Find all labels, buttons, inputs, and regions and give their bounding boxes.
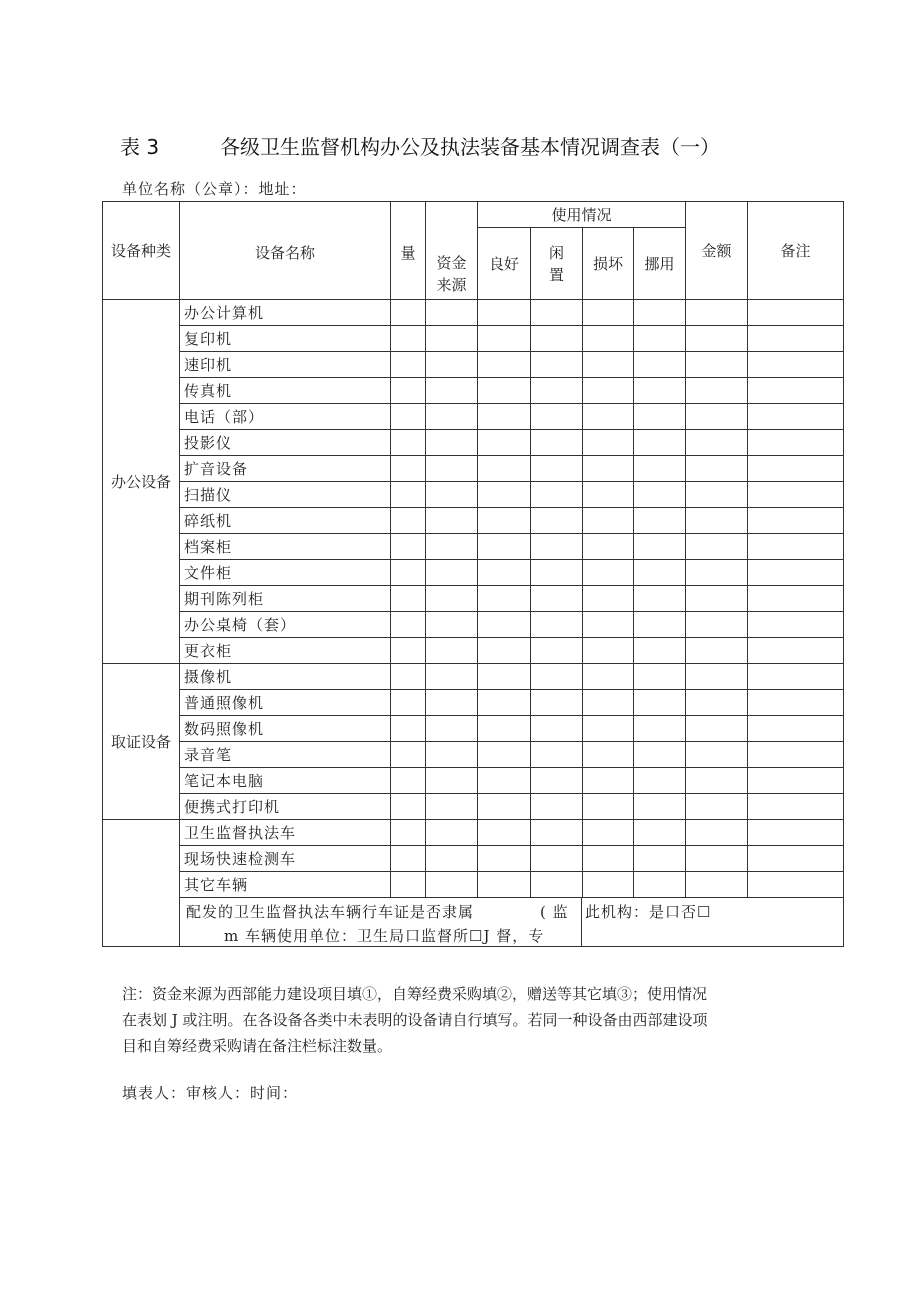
data-cell[interactable]: [391, 664, 426, 690]
data-cell[interactable]: [686, 716, 748, 742]
equipment-name-cell: 其它车辆: [180, 872, 391, 898]
data-cell[interactable]: [583, 404, 634, 430]
data-cell[interactable]: [583, 508, 634, 534]
data-cell[interactable]: [583, 586, 634, 612]
table-row: [103, 690, 844, 716]
data-cell[interactable]: [426, 638, 478, 664]
table-row: [103, 742, 844, 768]
data-cell[interactable]: [583, 560, 634, 586]
table-row: [103, 872, 844, 898]
header-category: 设备种类: [103, 202, 180, 300]
data-cell[interactable]: [531, 846, 583, 872]
vehicle-note-divider: [581, 898, 582, 946]
data-cell[interactable]: [478, 872, 531, 898]
data-cell[interactable]: [531, 586, 583, 612]
data-cell[interactable]: [634, 560, 686, 586]
data-cell[interactable]: [748, 456, 844, 482]
data-cell[interactable]: [391, 352, 426, 378]
data-cell[interactable]: [426, 534, 478, 560]
equipment-name-cell: 扫描仪: [180, 482, 391, 508]
data-cell[interactable]: [391, 430, 426, 456]
data-cell[interactable]: [686, 872, 748, 898]
equipment-name-cell: 扩音设备: [180, 456, 391, 482]
data-cell[interactable]: [748, 690, 844, 716]
data-cell[interactable]: [391, 612, 426, 638]
data-cell[interactable]: [426, 560, 478, 586]
data-cell[interactable]: [478, 326, 531, 352]
table-row: [103, 378, 844, 404]
data-cell[interactable]: [478, 794, 531, 820]
table-row: [103, 794, 844, 820]
data-cell[interactable]: [634, 508, 686, 534]
data-cell[interactable]: [391, 560, 426, 586]
data-cell[interactable]: [748, 872, 844, 898]
data-cell[interactable]: [391, 404, 426, 430]
page-title: [120, 131, 820, 163]
table-row: [103, 768, 844, 794]
data-cell[interactable]: [634, 820, 686, 846]
data-cell[interactable]: [634, 586, 686, 612]
data-cell[interactable]: [391, 326, 426, 352]
data-cell[interactable]: [531, 612, 583, 638]
data-cell[interactable]: [583, 638, 634, 664]
table-row: [103, 586, 844, 612]
equipment-name-cell: 普通照像机: [180, 690, 391, 716]
data-cell[interactable]: [426, 482, 478, 508]
data-cell[interactable]: [583, 482, 634, 508]
header-idle-line1: 闲: [548, 243, 564, 262]
data-cell[interactable]: [748, 326, 844, 352]
data-cell[interactable]: [686, 430, 748, 456]
data-cell[interactable]: [391, 846, 426, 872]
data-cell[interactable]: [686, 794, 748, 820]
data-cell[interactable]: [583, 794, 634, 820]
header-usage: 使用情况: [478, 202, 686, 228]
header-funding: [426, 202, 478, 300]
data-cell[interactable]: [426, 872, 478, 898]
data-cell[interactable]: [478, 638, 531, 664]
data-cell[interactable]: [634, 456, 686, 482]
data-cell[interactable]: [531, 794, 583, 820]
data-cell[interactable]: [634, 742, 686, 768]
data-cell[interactable]: [748, 352, 844, 378]
data-cell[interactable]: [748, 664, 844, 690]
data-cell[interactable]: [583, 690, 634, 716]
header-good: 良好: [478, 228, 531, 300]
data-cell[interactable]: [391, 820, 426, 846]
table-row: [103, 482, 844, 508]
table-row: [103, 846, 844, 872]
table-row: [103, 716, 844, 742]
table-row: [103, 326, 844, 352]
data-cell[interactable]: [478, 430, 531, 456]
data-cell[interactable]: [391, 300, 426, 326]
data-cell[interactable]: [478, 768, 531, 794]
footer-note-line: 注：资金来源为西部能力建设项目填①，自筹经费采购填②，赠送等其它填③；使用情况: [122, 985, 708, 1003]
data-cell[interactable]: [748, 508, 844, 534]
data-cell[interactable]: [583, 716, 634, 742]
data-cell[interactable]: [531, 404, 583, 430]
data-cell[interactable]: [686, 404, 748, 430]
equipment-name-cell: 便携式打印机: [180, 794, 391, 820]
data-cell[interactable]: [531, 690, 583, 716]
equipment-name-cell: 办公计算机: [180, 300, 391, 326]
table-number: 表 3: [120, 135, 160, 159]
data-cell[interactable]: [583, 456, 634, 482]
data-cell[interactable]: [686, 378, 748, 404]
data-cell[interactable]: [748, 638, 844, 664]
data-cell[interactable]: [426, 352, 478, 378]
data-cell[interactable]: [748, 300, 844, 326]
header-remark: 备注: [748, 202, 844, 300]
data-cell[interactable]: [583, 352, 634, 378]
data-cell[interactable]: [686, 846, 748, 872]
data-cell[interactable]: [583, 820, 634, 846]
category-cell: 取证设备: [103, 664, 180, 820]
table-row: [103, 352, 844, 378]
data-cell[interactable]: [478, 716, 531, 742]
data-cell[interactable]: [748, 820, 844, 846]
data-cell[interactable]: [531, 378, 583, 404]
header-diverted: 挪用: [634, 228, 686, 300]
equipment-name-cell: 办公桌椅（套）: [180, 612, 391, 638]
data-cell[interactable]: [426, 690, 478, 716]
data-cell[interactable]: [426, 378, 478, 404]
data-cell[interactable]: [478, 378, 531, 404]
data-cell[interactable]: [391, 638, 426, 664]
data-cell[interactable]: [478, 352, 531, 378]
data-cell[interactable]: [686, 820, 748, 846]
data-cell[interactable]: [391, 768, 426, 794]
data-cell[interactable]: [426, 430, 478, 456]
data-cell[interactable]: [583, 768, 634, 794]
data-cell[interactable]: [531, 664, 583, 690]
data-cell[interactable]: [748, 768, 844, 794]
table-row: [103, 820, 844, 846]
data-cell[interactable]: [478, 404, 531, 430]
data-cell[interactable]: [426, 300, 478, 326]
data-cell[interactable]: [583, 872, 634, 898]
data-cell[interactable]: [531, 560, 583, 586]
equipment-name-cell: 传真机: [180, 378, 391, 404]
header-name: 设备名称: [180, 202, 391, 300]
data-cell[interactable]: [748, 742, 844, 768]
equipment-name-cell: 投影仪: [180, 430, 391, 456]
data-cell[interactable]: [391, 586, 426, 612]
header-quantity: 量: [391, 202, 426, 300]
data-cell[interactable]: [478, 300, 531, 326]
data-cell[interactable]: [583, 846, 634, 872]
data-cell[interactable]: [748, 378, 844, 404]
data-cell[interactable]: [391, 690, 426, 716]
data-cell[interactable]: [426, 716, 478, 742]
data-cell[interactable]: [748, 612, 844, 638]
equipment-name-cell: 碎纸机: [180, 508, 391, 534]
table-row: [103, 560, 844, 586]
table-row: [103, 508, 844, 534]
table-row: [103, 404, 844, 430]
header-amount: 金额: [686, 202, 748, 300]
category-cell: 办公设备: [103, 300, 180, 664]
data-cell[interactable]: [634, 872, 686, 898]
data-cell[interactable]: [634, 846, 686, 872]
table-row: [103, 664, 844, 690]
data-cell[interactable]: [634, 482, 686, 508]
data-cell[interactable]: [748, 716, 844, 742]
equipment-name-cell: 文件柜: [180, 560, 391, 586]
data-cell[interactable]: [686, 534, 748, 560]
equipment-name-cell: 电话（部）: [180, 404, 391, 430]
data-cell[interactable]: [686, 638, 748, 664]
data-cell[interactable]: [478, 534, 531, 560]
data-cell[interactable]: [748, 586, 844, 612]
data-cell[interactable]: [426, 404, 478, 430]
equipment-name-cell: 录音笔: [180, 742, 391, 768]
data-cell[interactable]: [583, 534, 634, 560]
equipment-name-cell: 档案柜: [180, 534, 391, 560]
data-cell[interactable]: [478, 846, 531, 872]
equipment-name-cell: 数码照像机: [180, 716, 391, 742]
table-row: [103, 612, 844, 638]
data-cell[interactable]: [391, 378, 426, 404]
data-cell[interactable]: [391, 794, 426, 820]
unit-info-line: 单位名称（公章）：地址：: [122, 180, 307, 198]
data-cell[interactable]: [391, 534, 426, 560]
data-cell[interactable]: [686, 690, 748, 716]
data-cell[interactable]: [583, 742, 634, 768]
vehicle-note-row: [103, 898, 844, 947]
data-cell[interactable]: [531, 508, 583, 534]
data-cell[interactable]: [531, 352, 583, 378]
table-row: [103, 300, 844, 326]
data-cell[interactable]: [531, 872, 583, 898]
data-cell[interactable]: [634, 716, 686, 742]
data-cell[interactable]: [478, 612, 531, 638]
data-cell[interactable]: [426, 768, 478, 794]
data-cell[interactable]: [426, 742, 478, 768]
data-cell[interactable]: [478, 560, 531, 586]
data-cell[interactable]: [748, 404, 844, 430]
data-cell[interactable]: [686, 768, 748, 794]
data-cell[interactable]: [634, 638, 686, 664]
data-cell[interactable]: [391, 872, 426, 898]
data-cell[interactable]: [531, 534, 583, 560]
data-cell[interactable]: [686, 352, 748, 378]
data-cell[interactable]: [634, 300, 686, 326]
equipment-name-cell: 现场快速检测车: [180, 846, 391, 872]
data-cell[interactable]: [686, 586, 748, 612]
data-cell[interactable]: [748, 430, 844, 456]
header-idle: [531, 228, 583, 300]
equipment-name-cell: 速印机: [180, 352, 391, 378]
data-cell[interactable]: [634, 430, 686, 456]
signature-line: 填表人：审核人：时间：: [122, 1084, 299, 1102]
data-cell[interactable]: [478, 456, 531, 482]
data-cell[interactable]: [531, 300, 583, 326]
data-cell[interactable]: [391, 742, 426, 768]
data-cell[interactable]: [634, 794, 686, 820]
data-cell[interactable]: [634, 612, 686, 638]
data-cell[interactable]: [531, 326, 583, 352]
data-cell[interactable]: [531, 768, 583, 794]
data-cell[interactable]: [748, 482, 844, 508]
data-cell[interactable]: [634, 534, 686, 560]
data-cell[interactable]: [634, 352, 686, 378]
data-cell[interactable]: [426, 508, 478, 534]
equipment-name-cell: 期刊陈列柜: [180, 586, 391, 612]
table-title: 各级卫生监督机构办公及执法装备基本情况调查表（一）: [220, 135, 720, 159]
data-cell[interactable]: [583, 378, 634, 404]
data-cell[interactable]: [531, 820, 583, 846]
data-cell[interactable]: [478, 482, 531, 508]
vehicle-note-text: m 车辆使用单位：卫生局口监督所☐J 督，专: [224, 927, 545, 945]
data-cell[interactable]: [748, 794, 844, 820]
data-cell[interactable]: [686, 300, 748, 326]
footer-note: [122, 981, 844, 1059]
vehicle-note-text: 此机构：是口否☐: [585, 903, 712, 921]
equipment-name-cell: 更衣柜: [180, 638, 391, 664]
data-cell[interactable]: [583, 664, 634, 690]
table-row: [103, 638, 844, 664]
data-cell[interactable]: [531, 742, 583, 768]
data-cell[interactable]: [686, 326, 748, 352]
equipment-name-cell: 复印机: [180, 326, 391, 352]
data-cell[interactable]: [391, 456, 426, 482]
data-cell[interactable]: [391, 716, 426, 742]
data-cell[interactable]: [478, 820, 531, 846]
data-cell[interactable]: [583, 326, 634, 352]
equipment-survey-table: [102, 201, 844, 947]
data-cell[interactable]: [634, 326, 686, 352]
data-cell[interactable]: [426, 586, 478, 612]
data-cell[interactable]: [426, 326, 478, 352]
data-cell[interactable]: [686, 560, 748, 586]
table-row: [103, 456, 844, 482]
table-row: [103, 534, 844, 560]
equipment-name-cell: 卫生监督执法车: [180, 820, 391, 846]
data-cell[interactable]: [531, 716, 583, 742]
data-cell[interactable]: [748, 534, 844, 560]
header-funding-line2: 来源: [436, 276, 467, 294]
data-cell[interactable]: [686, 482, 748, 508]
data-cell[interactable]: [748, 846, 844, 872]
data-cell[interactable]: [686, 664, 748, 690]
data-cell[interactable]: [634, 768, 686, 794]
data-cell[interactable]: [634, 690, 686, 716]
data-cell[interactable]: [478, 586, 531, 612]
data-cell[interactable]: [686, 742, 748, 768]
data-cell[interactable]: [478, 664, 531, 690]
data-cell[interactable]: [686, 612, 748, 638]
data-cell[interactable]: [531, 482, 583, 508]
data-cell[interactable]: [634, 378, 686, 404]
vehicle-note-cell: [180, 898, 844, 947]
data-cell[interactable]: [686, 456, 748, 482]
category-cell: [103, 820, 180, 947]
data-cell[interactable]: [583, 612, 634, 638]
data-cell[interactable]: [391, 508, 426, 534]
data-cell[interactable]: [426, 456, 478, 482]
data-cell[interactable]: [634, 664, 686, 690]
data-cell[interactable]: [478, 742, 531, 768]
data-cell[interactable]: [478, 690, 531, 716]
equipment-name-cell: 摄像机: [180, 664, 391, 690]
footer-note-line: 在表划 J 或注明。在各设备各类中未表明的设备请自行填写。若同一种设备由西部建设项: [122, 1011, 708, 1029]
data-cell[interactable]: [426, 846, 478, 872]
vehicle-note-text: ( 监: [540, 903, 569, 921]
table-row: [103, 430, 844, 456]
header-funding-line1: 资金: [436, 254, 467, 272]
data-cell[interactable]: [531, 456, 583, 482]
data-cell[interactable]: [478, 508, 531, 534]
data-cell[interactable]: [391, 482, 426, 508]
vehicle-note-text: 配发的卫生监督执法车辆行车证是否隶属: [186, 903, 475, 921]
equipment-name-cell: 笔记本电脑: [180, 768, 391, 794]
data-cell[interactable]: [426, 794, 478, 820]
data-cell[interactable]: [426, 612, 478, 638]
data-cell[interactable]: [583, 300, 634, 326]
data-cell[interactable]: [531, 638, 583, 664]
data-cell[interactable]: [748, 560, 844, 586]
data-cell[interactable]: [634, 404, 686, 430]
header-idle-line2: 置: [548, 265, 564, 284]
data-cell[interactable]: [426, 664, 478, 690]
footer-note-line: 目和自筹经费采购请在备注栏标注数量。: [122, 1037, 393, 1055]
data-cell[interactable]: [531, 430, 583, 456]
data-cell[interactable]: [583, 430, 634, 456]
data-cell[interactable]: [686, 508, 748, 534]
header-damaged: 损坏: [583, 228, 634, 300]
data-cell[interactable]: [426, 820, 478, 846]
